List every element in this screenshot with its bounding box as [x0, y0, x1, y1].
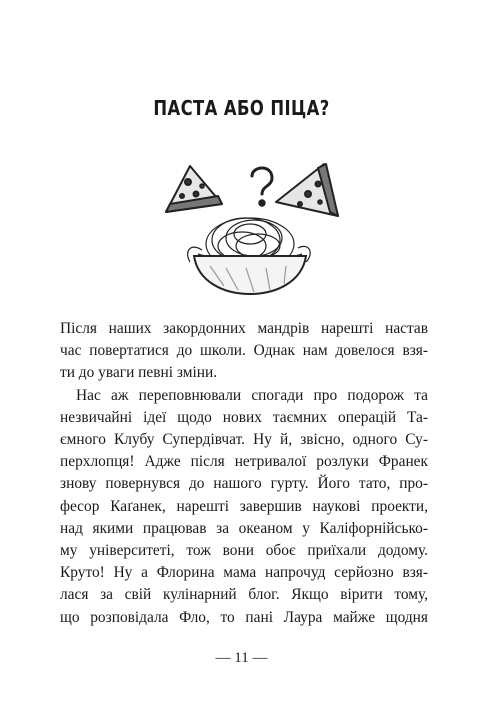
page-number: — 11 —: [215, 650, 268, 666]
pizza-slice-icon: [166, 166, 222, 212]
question-mark-icon: [252, 168, 272, 205]
text-line: над якими працював за океаном у Каліфорнійсько-: [60, 519, 428, 537]
text-line: ти до уваги певні зміни.: [60, 364, 218, 382]
text-line: час повертатися до школи. Однак нам довелося взя-: [60, 342, 428, 360]
text-line: Після наших закордонних мандрів нарешті настав: [60, 320, 428, 337]
text-line: що розповідала Фло, то пані Лаура майже щодня: [60, 608, 428, 626]
text-line: ємного Клубу Супердівчат. Ну й, звісно, одного Су-: [60, 431, 428, 449]
text-line: Круто! Ну а Флорина мама напрочуд серйозно взя-: [60, 564, 428, 582]
pasta-bowl-icon: [188, 218, 311, 294]
text-line: знову повернувся до нашого гурту. Його тато, про-: [60, 475, 428, 493]
text-line: лася за свій кулінарний блог. Якщо вірити тому,: [60, 586, 428, 604]
chapter-body-text: [60, 318, 428, 629]
text-line: перхлопця! Адже після нетривалої розлуки Франек: [60, 453, 428, 471]
text-line: Нас аж переповнювали спогади про подорож та: [76, 386, 428, 404]
paragraph: [60, 385, 428, 629]
chapter-title: ПАСТА АБО ПІЦА?: [153, 96, 330, 120]
text-line: фесор Каґанек, нарешті завершив наукові проекти,: [60, 497, 428, 515]
text-line: му університеті, тож вони обоє приїхали додому.: [60, 542, 428, 560]
paragraph: [60, 318, 428, 385]
pasta-pizza-illustration: [150, 150, 340, 300]
text-line: незвичайні ідеї щодо нових таємних операцій Та-: [60, 408, 428, 426]
pizza-slice-icon: [276, 164, 338, 216]
